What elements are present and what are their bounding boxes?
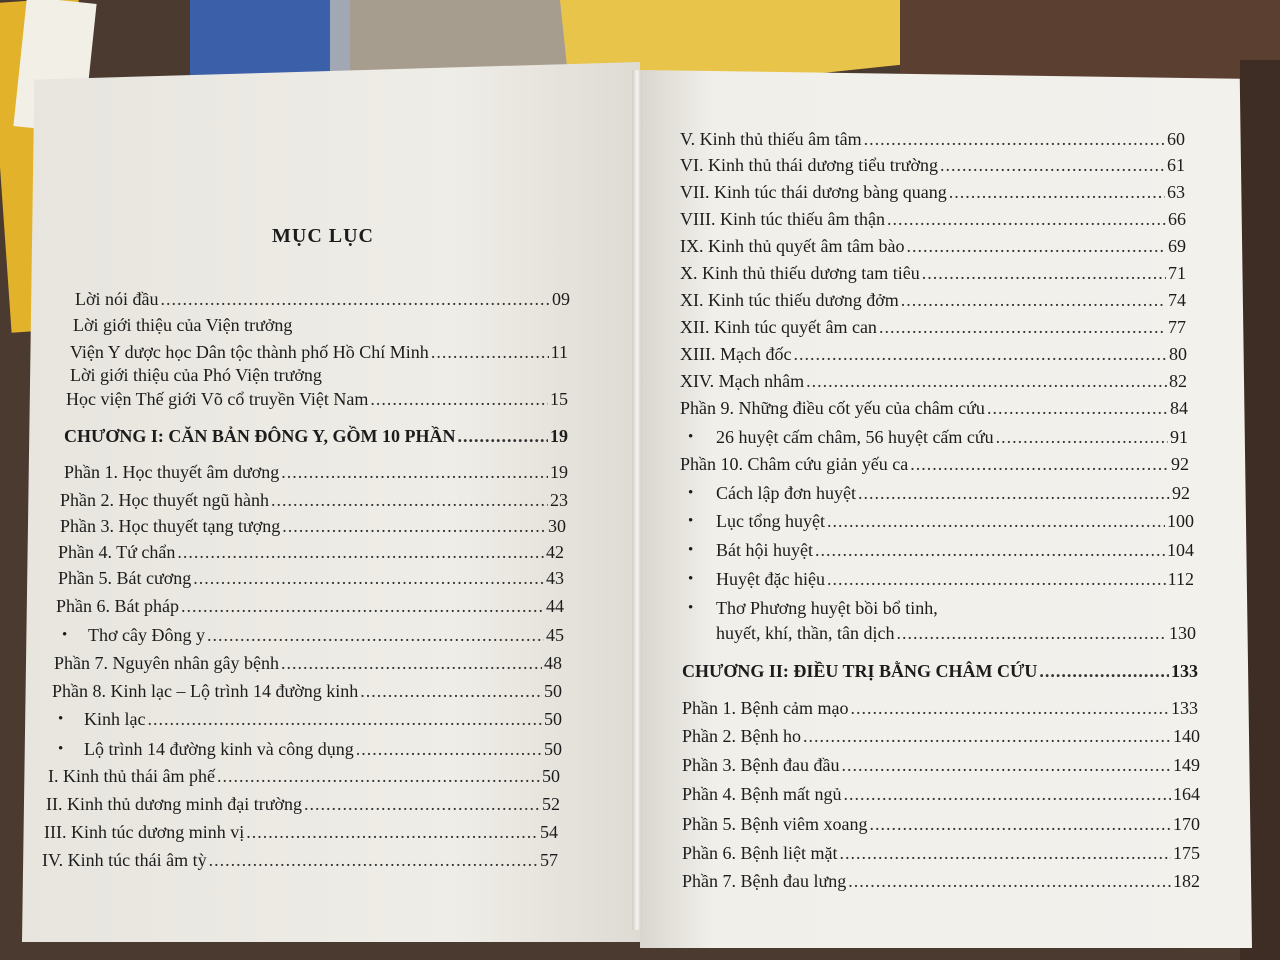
toc-entry: III. Kinh túc dương minh vị ..... 54 <box>44 821 558 843</box>
bullet-icon: • <box>62 627 68 643</box>
toc-entry: Phần 2. Học thuyết ngũ hành ..... 23 <box>60 489 568 511</box>
chapter-heading: CHƯƠNG I: CĂN BẢN ĐÔNG Y, GỒM 10 PHẦN ..... 19 <box>64 425 568 447</box>
toc-entry: Phần 5. Bát cương ..... 43 <box>58 567 564 589</box>
bullet-icon: • <box>688 429 694 445</box>
toc-entry: XIV. Mạch nhâm ..... 82 <box>680 370 1187 392</box>
toc-entry: Phần 4. Tứ chẩn ..... 42 <box>58 541 564 563</box>
toc-entry: Phần 10. Châm cứu giản yếu ca ..... 92 <box>680 453 1189 475</box>
toc-entry: Lục tổng huyệt ..... 100 <box>716 510 1194 532</box>
toc-entry: Kinh lạc ..... 50 <box>84 708 562 730</box>
toc-entry: Phần 7. Nguyên nhân gây bệnh ..... 48 <box>54 652 562 674</box>
toc-entry: I. Kinh thủ thái âm phế ..... 50 <box>48 765 560 787</box>
toc-entry: Phần 5. Bệnh viêm xoang ..... 170 <box>682 813 1200 835</box>
toc-entry: Huyệt đặc hiệu ..... 112 <box>716 568 1194 590</box>
toc-entry: XI. Kinh túc thiếu dương đởm ..... 74 <box>680 289 1186 311</box>
toc-entry: Phần 4. Bệnh mất ngủ ..... 164 <box>682 783 1200 805</box>
chapter-heading: CHƯƠNG II: ĐIỀU TRỊ BẰNG CHÂM CỨU ..... 133 <box>682 660 1198 682</box>
toc-entry: Lộ trình 14 đường kinh và công dụng ..... 50 <box>84 738 562 760</box>
toc-entry: Phần 3. Bệnh đau đầu ..... 149 <box>682 754 1200 776</box>
toc-entry: XIII. Mạch đốc ..... 80 <box>680 343 1187 365</box>
toc-entry: Phần 6. Bệnh liệt mặt ..... 175 <box>682 842 1200 864</box>
toc-entry: Phần 7. Bệnh đau lưng ..... 182 <box>682 870 1200 892</box>
toc-entry-text: Lời giới thiệu của Viện trưởng <box>73 315 293 335</box>
toc-entry: VII. Kinh túc thái dương bàng quang ..... 63 <box>680 181 1185 203</box>
bullet-icon: • <box>688 571 694 587</box>
toc-entry: Lời nói đầu ..... 09 <box>75 288 570 310</box>
toc-entry: Phần 9. Những điều cốt yếu của châm cứu ..... 84 <box>680 397 1188 419</box>
bullet-icon: • <box>688 542 694 558</box>
book-spine <box>632 70 642 930</box>
bullet-icon: • <box>688 513 694 529</box>
toc-entry: huyết, khí, thần, tân dịch ..... 130 <box>716 622 1196 644</box>
toc-entry: II. Kinh thủ dương minh đại trường ..... 52 <box>46 793 560 815</box>
toc-entry: IV. Kinh túc thái âm tỳ ..... 57 <box>42 849 558 871</box>
page-title: MỤC LỤC <box>272 225 374 247</box>
toc-entry: VIII. Kinh túc thiếu âm thận ..... 66 <box>680 208 1186 230</box>
toc-entry: Phần 2. Bệnh ho ..... 140 <box>682 725 1200 747</box>
bullet-icon: • <box>58 741 64 757</box>
toc-entry: Phần 3. Học thuyết tạng tượng ..... 30 <box>60 515 566 537</box>
toc-entry: V. Kinh thủ thiếu âm tâm ..... 60 <box>680 128 1185 150</box>
toc-entry-text: Lời giới thiệu của Phó Viện trưởng <box>70 365 322 385</box>
toc-entry: Học viện Thế giới Võ cổ truyền Việt Nam ..... 15 <box>66 388 568 410</box>
toc-entry: Viện Y dược học Dân tộc thành phố Hồ Chí Minh ..... 11 <box>70 341 568 363</box>
toc-entry-text: Thơ Phương huyệt bồi bổ tinh, <box>716 598 938 618</box>
toc-entry: Phần 1. Học thuyết âm dương ..... 19 <box>64 461 568 483</box>
toc-entry: Thơ cây Đông y ..... 45 <box>88 624 564 646</box>
toc-entry: Phần 8. Kinh lạc – Lộ trình 14 đường kinh ..... 50 <box>52 680 562 702</box>
toc-entry: Bát hội huyệt ..... 104 <box>716 539 1194 561</box>
toc-entry: VI. Kinh thủ thái dương tiểu trường ..... 61 <box>680 154 1185 176</box>
bullet-icon: • <box>688 485 694 501</box>
toc-entry: XII. Kinh túc quyết âm can ..... 77 <box>680 316 1186 338</box>
toc-entry: Phần 6. Bát pháp ..... 44 <box>56 595 564 617</box>
toc-entry: IX. Kinh thủ quyết âm tâm bào ..... 69 <box>680 235 1186 257</box>
bullet-icon: • <box>688 600 694 616</box>
toc-entry: Cách lập đơn huyệt ..... 92 <box>716 482 1190 504</box>
toc-entry: X. Kinh thủ thiếu dương tam tiêu ..... 71 <box>680 262 1186 284</box>
toc-entry: 26 huyệt cấm châm, 56 huyệt cấm cứu ..... 91 <box>716 426 1188 448</box>
bullet-icon: • <box>58 711 64 727</box>
toc-entry: Phần 1. Bệnh cảm mạo ..... 133 <box>682 697 1198 719</box>
